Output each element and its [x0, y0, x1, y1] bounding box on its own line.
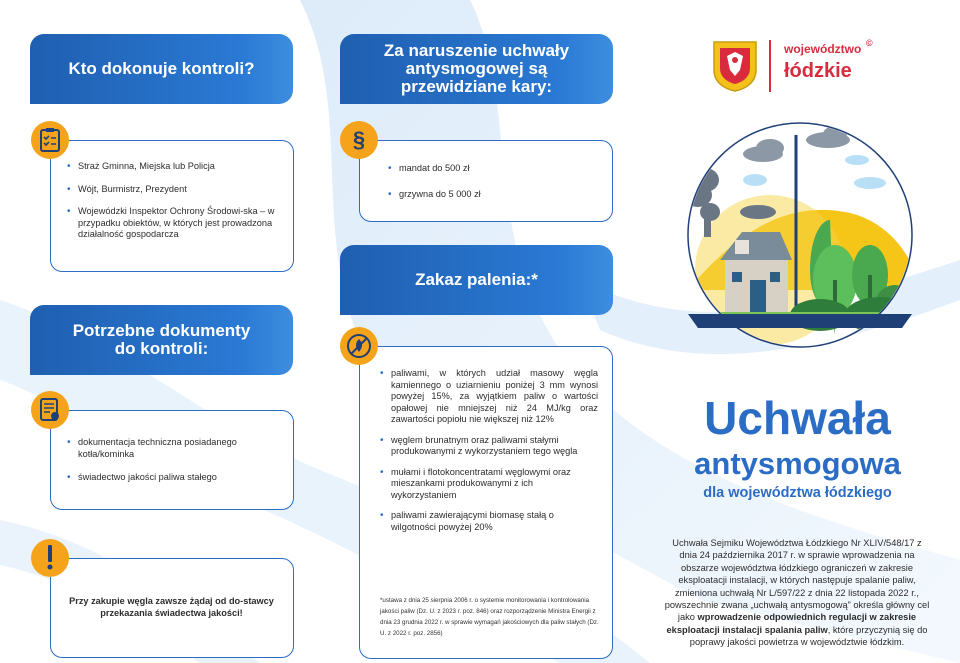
zakaz-footnote: *ustawa z dnia 25 sierpnia 2006 r. o systemie monitorowania i kontrolowania jakości paliw (Dz. U. z 2023 r. poz. 846) oraz rozporządzenie Ministra Energii z dnia 23 grudnia 2022 r. w sprawie wymagań jakościowych dla paliw stałych (Dz. U. z 2022 r. poz. 2856) [380, 597, 599, 637]
cover-title-2: antysmogowa [694, 446, 901, 481]
no-burning-icon [340, 327, 378, 365]
cover-desc-b: wprowadzenie odpowiednich regulacji w zakresie eksploatacji instalacji spalania paliw [666, 612, 917, 635]
kto-item-2: • Wójt, Burmistrz, Prezydent [67, 184, 285, 196]
kto-item-3: • Wojewódzki Inspektor Ochrony Środowi-ska – w przypadku obiektów, w których jest prowadzona działalność gospodarcza [67, 206, 285, 241]
cover-title-1: Uchwała [704, 392, 891, 444]
cover-desc-a: Uchwała Sejmiku Województwa Łódzkiego Nr XLIV/548/17 z dnia 24 października 2017 r. w sprawie wprowadzenia na obszarze województwa łódzkiego ograniczeń w zakresie eksploatacji instalacji, w których następuje spalanie paliw, zmieniona uchwałą Nr L/597/22 z dnia 22 listopada 2022 r., powszechnie zwana „uchwałą antysmogową” określa główny cel jako [664, 538, 930, 623]
logo-line1: województwo [784, 42, 862, 56]
zakaz-item-1: • paliwami, w których udział masowy węgla kamiennego o uziarnieniu poniżej 3 mm wynosi powyżej 15%, za wyjątkiem paliw o wartości opałowej nie mniejszej niż 24 MJ/kg oraz zawartości popiołu nie większej niż 12% [380, 368, 598, 426]
kto-item-1: • Straż Gminna, Miejska lub Policja [67, 161, 285, 173]
uwaga-text: Przy zakupie węgla zawsze żądaj od do-stawcy przekazania świadectwa jakości! [69, 596, 274, 618]
dokumenty-card [50, 410, 294, 510]
kto-title: Kto dokonuje kontroli? [68, 59, 255, 78]
zakaz-header [340, 245, 613, 315]
exclamation-icon [31, 539, 69, 577]
coat-of-arms-icon [712, 40, 758, 92]
logo-mark: © [866, 38, 873, 48]
cover-desc-c: , które przyczynią się do poprawy jakości powietrza w województwie łódzkim. [689, 624, 928, 648]
house-with-smoke-illustration [670, 120, 930, 360]
dokumenty-item-2: • świadectwo jakości paliwa stałego [67, 472, 285, 484]
zakaz-card [359, 346, 613, 659]
dokumenty-title: Potrzebne dokumenty do kontroli: [72, 321, 251, 358]
logo-line2: łódzkie [784, 60, 852, 82]
clipboard-checklist-icon [31, 121, 69, 159]
logo-divider [769, 40, 771, 92]
kary-title: Za naruszenie uchwały antysmogowej są przewidziane kary: [383, 41, 570, 96]
cover-title-3: dla województwa łódzkiego [703, 485, 892, 501]
zakaz-item-4: • paliwami zawierającymi biomasę stałą o wilgotności powyżej 20% [380, 510, 598, 533]
kary-card [359, 140, 613, 222]
zakaz-item-3: • mułami i flotokoncentratami węglowymi oraz mieszankami produkowanymi z ich wykorzystaniem [380, 467, 598, 502]
uwaga-card [50, 558, 294, 658]
kto-header [30, 34, 293, 104]
kary-item-2: • grzywna do 5 000 zł [388, 189, 598, 201]
zakaz-title: Zakaz palenia:* [415, 270, 538, 289]
paragraph-icon: § [340, 121, 378, 159]
kary-header [340, 34, 613, 104]
kto-card [50, 140, 294, 272]
zakaz-item-2: • węglem brunatnym oraz paliwami stałymi produkowanymi z wykorzystaniem tego węgla [380, 435, 598, 458]
dokumenty-item-1: • dokumentacja techniczna posiadanego kotła/kominka [67, 437, 247, 460]
cover-description [664, 537, 930, 649]
document-certificate-icon [31, 391, 69, 429]
kary-item-1: • mandat do 500 zł [388, 163, 598, 175]
wojewodztwo-logo [712, 38, 882, 94]
dokumenty-header [30, 305, 293, 375]
